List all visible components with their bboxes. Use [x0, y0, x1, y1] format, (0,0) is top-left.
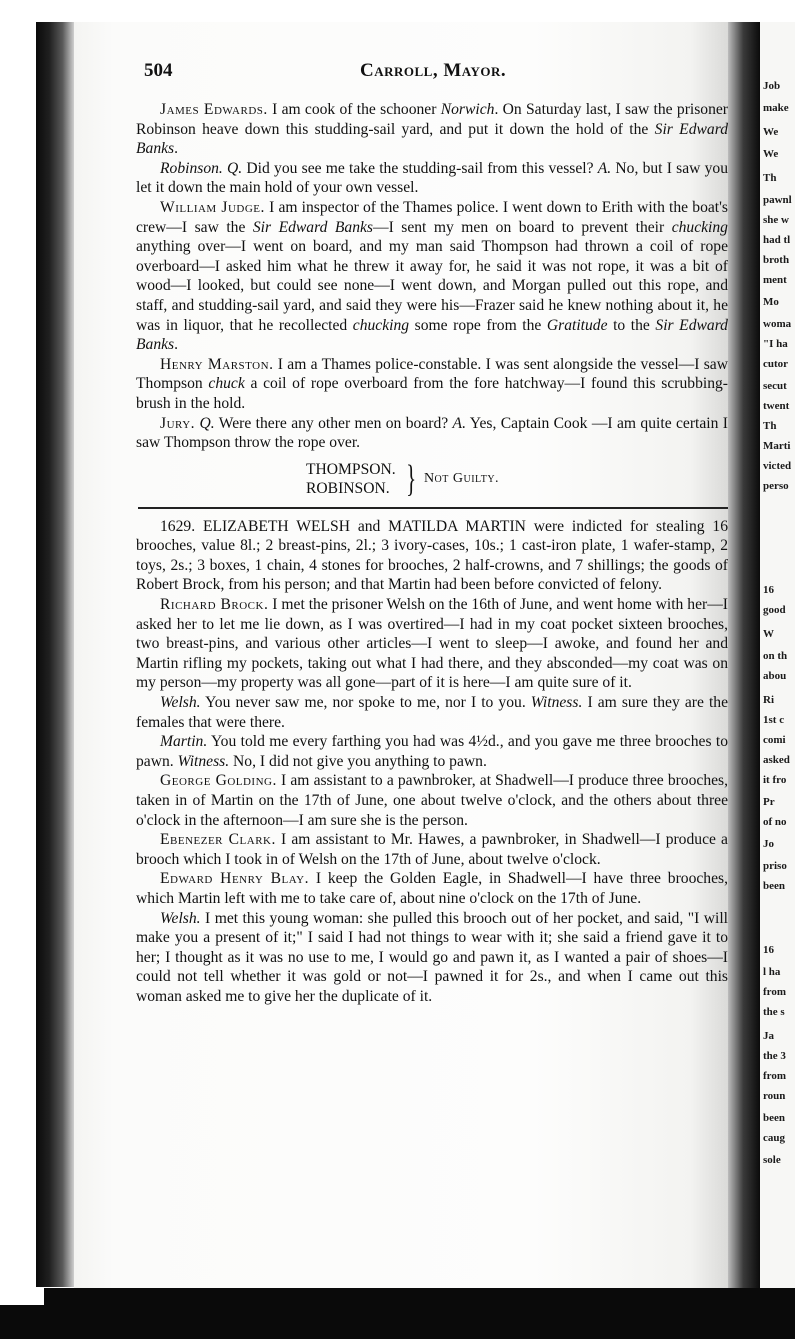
- verdict-label: Not Guilty.: [423, 470, 500, 486]
- next-page-fragment: ment: [763, 274, 787, 286]
- next-page-fragment: pawnl: [763, 194, 792, 206]
- next-page-fragment: We: [763, 148, 779, 160]
- next-page-fragment: sole: [763, 1154, 781, 1166]
- next-page-fragment: Marti: [763, 440, 791, 452]
- next-page-fragment: comi: [763, 734, 786, 746]
- scan-top-margin: [0, 0, 795, 22]
- speaker-name: Richard Brock.: [160, 596, 269, 614]
- scan-left-margin: [0, 0, 36, 1339]
- paragraph: George Golding. I am assistant to a pawnbroker, at Shadwell—I produce three brooches, taken in of Martin on the 17th of June, one about twelve o'clock, and the others about three o'clock in the afternoon—I am sure she is the person.: [136, 772, 729, 829]
- book-binding-left: [36, 22, 74, 1287]
- case-divider-rule: [138, 507, 728, 509]
- defendants: ELIZABETH WELSH and MATILDA MARTIN: [195, 517, 526, 535]
- next-page-fragment: W: [763, 628, 774, 640]
- paragraph: James Edwards. I am cook of the schooner Norwich. On Saturday last, I saw the prisoner Robinson heave down this studding-sail yard, and put it down the hold of the Sir Edward Banks.: [136, 101, 728, 158]
- next-page-fragment: Ja: [763, 1030, 774, 1042]
- brace-glyph: }: [405, 457, 416, 500]
- paragraph: Ebenezer Clark. I am assistant to Mr. Hawes, a pawnbroker, in Shadwell—I produce a brooch which I took in of Welsh on the 17th of June, about twelve o'clock.: [136, 831, 728, 868]
- next-page-fragment: "I ha: [763, 338, 788, 350]
- paragraph: Henry Marston. I am a Thames police-constable. I was sent alongside the vessel—I saw Thompson chuck a coil of rope overboard from the fore hatchway—I found this scrubbing-brush in the hold.: [136, 355, 729, 412]
- paragraph: Welsh. I met this young woman: she pulled this brooch out of her pocket, and said, "I will make you a present of it;" I said I had not things to wear with it; she said a friend gave it to her; I thought as it was no use to me, I would go and pawn it, as I wanted a pair of shoes—I could not tell whether it was gold or not—I pawned it for 2s., and when I came out this woman asked me to give her the duplicate of it.: [136, 909, 728, 1005]
- next-page-fragment: 16: [763, 584, 774, 596]
- speaker-name: Henry Marston.: [160, 355, 274, 373]
- running-head: Carroll, Mayor.: [360, 60, 507, 81]
- next-page-fragment: Th: [763, 420, 777, 432]
- next-page-fragment: Job: [763, 80, 781, 92]
- speaker-name: Ebenezer Clark.: [160, 831, 276, 849]
- next-page-fragment: asked: [763, 754, 790, 766]
- next-page-fragment: Th: [763, 172, 777, 184]
- next-page-fragment: woma: [763, 318, 792, 330]
- next-page-fragment: 16: [763, 944, 774, 956]
- next-page-fragment: been: [763, 880, 785, 892]
- paragraph: Jury. Q. Were there any other men on board? A. Yes, Captain Cook —I am quite certain I saw Thompson throw the rope over.: [136, 414, 728, 452]
- next-page-fragment: Jo: [763, 838, 774, 850]
- next-page-edge: [760, 22, 795, 1288]
- speaker-name: Robinson.: [160, 159, 223, 177]
- paragraph: Martin. You told me every farthing you had was 4½d., and you gave me three brooches to pawn. Witness. No, I did not give you anything to pawn.: [136, 733, 728, 770]
- next-page-fragment: on th: [763, 650, 788, 662]
- next-page-fragment: abou: [763, 670, 787, 682]
- next-page-fragment: had tl: [763, 234, 791, 246]
- speaker-name: Martin.: [160, 733, 208, 751]
- case-number: 1629.: [160, 517, 196, 535]
- speaker-name: Welsh.: [160, 694, 201, 712]
- next-page-fragment: Mo: [763, 296, 779, 308]
- next-page-fragment: twent: [763, 400, 790, 412]
- next-page-fragment: of no: [763, 816, 787, 828]
- speaker-name: Welsh.: [160, 909, 201, 927]
- next-page-fragment: cutor: [763, 358, 789, 370]
- book-bottom-edge: [44, 1288, 795, 1339]
- defendant-name: ROBINSON.: [306, 479, 390, 497]
- next-page-fragment: it fro: [763, 774, 787, 786]
- speaker-name: William Judge.: [160, 198, 265, 216]
- next-page-fragment: perso: [763, 480, 789, 492]
- case-intro: 1629. ELIZABETH WELSH and MATILDA MARTIN were indicted for stealing 16 brooches, value 8l.; 2 breast-pins, 2l.; 3 ivory-cases, 10s.; 1 cast-iron plate, 1 wafer-stamp, 2 toys, 2s.; 3 boxes, 1 chain, 4 stones for brooches, 2 half-crowns, and 7 shillings; the goods of Robert Brock, from his person; and that Martin had been before convicted of felony.: [136, 517, 728, 594]
- next-page-fragment: Pr: [763, 796, 775, 808]
- next-page-fragment: 1st c: [763, 714, 785, 726]
- speaker-name: George Golding.: [160, 772, 277, 790]
- next-page-fragment: been: [763, 1112, 785, 1124]
- next-page-fragment: roun: [763, 1090, 786, 1102]
- paragraph: Welsh. You never saw me, nor spoke to me, nor I to you. Witness. I am sure they are the females that were there.: [136, 694, 728, 731]
- next-page-fragment: the s: [763, 1006, 785, 1018]
- paragraph: Robinson. Q. Did you see me take the studding-sail from this vessel? A. No, but I saw you let it down the main hold of your own vessel.: [136, 159, 728, 197]
- next-page-fragment: priso: [763, 860, 787, 872]
- next-page-fragment: victed: [763, 460, 792, 472]
- next-page-fragment: good: [763, 604, 786, 616]
- next-page-fragment: Ri: [763, 694, 774, 706]
- next-page-fragment: make: [763, 102, 789, 114]
- speaker-name: James Edwards.: [160, 101, 268, 118]
- defendant-name: THOMPSON.: [306, 460, 396, 478]
- next-page-fragment: caug: [763, 1132, 785, 1144]
- next-page-fragment: l ha: [763, 966, 781, 978]
- speaker-name: Edward Henry Blay.: [160, 870, 310, 888]
- next-page-fragment: she w: [763, 214, 789, 226]
- next-page-fragment: from: [763, 1070, 787, 1082]
- next-page-fragment: We: [763, 126, 779, 138]
- paragraph: William Judge. I am inspector of the Thames police. I went down to Erith with the boat's crew—I saw the Sir Edward Banks—I sent my men on board to prevent their chucking anything over—I went on board, and my man said Thompson had thrown a coil of rope overboard—I asked him what he threw it away for, he said it was not rope, it was a bit of wood—I looked, but could see none—I went down, and Morgan pulled out this rope, and staff, and studding-sail yard, and said they were his—Frazer said he knew nothing about it, he was in liquor, that he recollected chucking some rope from the Gratitude to the Sir Edward Banks.: [136, 198, 729, 354]
- verdict-block: [306, 459, 728, 499]
- page-number: 504: [144, 60, 173, 81]
- book-gutter: [728, 22, 762, 1288]
- page-text: [136, 100, 728, 1007]
- next-page-fragment: from: [763, 986, 787, 998]
- speaker-name: Jury.: [160, 414, 196, 432]
- next-page-fragment: secut: [763, 380, 787, 392]
- paragraph: Richard Brock. I met the prisoner Welsh on the 16th of June, and went home with her—I asked her to let me lie down, as I was overtired—I had in my coat pocket sixteen brooches, two breast-pins, and various other articles—I went to sleep—I awoke, and found her and Martin rifling my pockets, taking out what I had there, and they absconded—my coat was on my person—my property was all gone—part of it is here—I am quite sure of it.: [136, 596, 728, 692]
- next-page-fragment: the 3: [763, 1050, 786, 1062]
- next-page-fragment: broth: [763, 254, 790, 266]
- paragraph: Edward Henry Blay. I keep the Golden Eagle, in Shadwell—I have three brooches, which Martin left with me to take care of, about nine o'clock on the 17th of June.: [136, 870, 728, 907]
